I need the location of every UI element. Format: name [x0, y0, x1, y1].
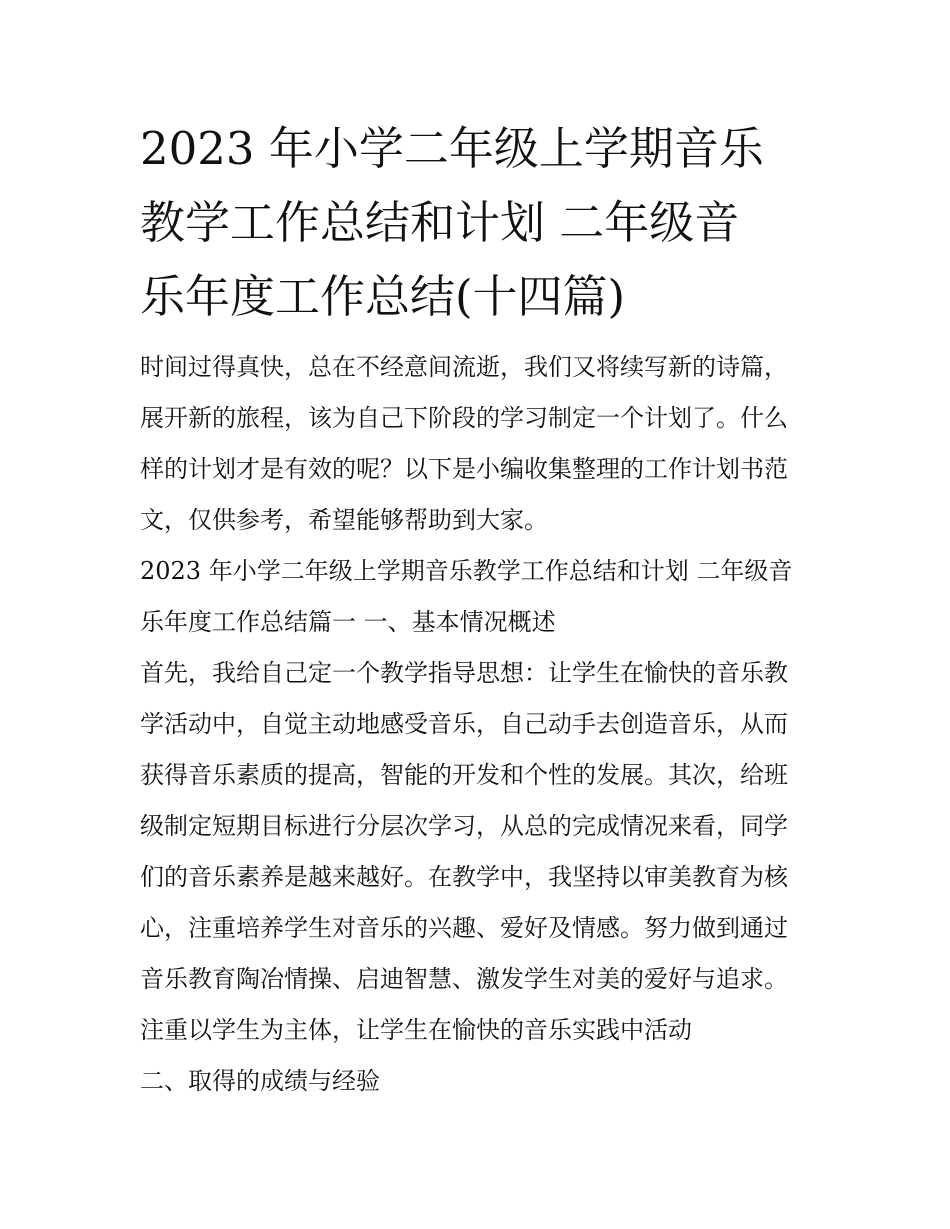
body-line-7: 音乐教育陶冶情操、启迪智慧、激发学生对美的爱好与追求。: [140, 965, 788, 993]
body-line-3: 获得音乐素质的提高，智能的开发和个性的发展。其次，给班: [140, 761, 788, 789]
section-heading-text: 二、取得的成绩与经验: [140, 1067, 380, 1095]
intro-line-4: 文，仅供参考，希望能够帮助到大家。: [140, 506, 548, 534]
subtitle-paragraph: [140, 546, 812, 648]
body-line-1: 首先，我给自己定一个教学指导思想：让学生在愉快的音乐教: [140, 659, 788, 687]
body-line-5: 们的音乐素养是越来越好。在教学中，我坚持以审美教育为核: [140, 863, 788, 891]
body-line-8: 注重以学生为主体，让学生在愉快的音乐实践中活动: [140, 1016, 692, 1044]
title-line-2: 教学工作总结和计划 二年级音: [140, 196, 740, 249]
title-line-3: 乐年度工作总结(十四篇): [140, 270, 626, 323]
intro-line-3: 样的计划才是有效的呢？以下是小编收集整理的工作计划书范: [140, 455, 788, 483]
subtitle-line-2: 乐年度工作总结篇一 一、基本情况概述: [140, 608, 556, 636]
body-line-4: 级制定短期目标进行分层次学习，从总的完成情况来看，同学: [140, 812, 788, 840]
body-paragraph: [140, 648, 812, 1056]
body-line-6: 心，注重培养学生对音乐的兴趣、爱好及情感。努力做到通过: [140, 914, 788, 942]
document-title: [140, 112, 812, 334]
document-page: [140, 112, 812, 1107]
body-line-2: 学活动中，自觉主动地感受音乐，自己动手去创造音乐，从而: [140, 710, 788, 738]
section-heading: [140, 1056, 812, 1107]
intro-line-1: 时间过得真快，总在不经意间流逝，我们又将续写新的诗篇，: [140, 353, 788, 381]
intro-paragraph: [140, 342, 812, 546]
subtitle-line-1: 2023 年小学二年级上学期音乐教学工作总结和计划 二年级音: [140, 557, 793, 585]
intro-line-2: 展开新的旅程，该为自己下阶段的学习制定一个计划了。什么: [140, 404, 788, 432]
title-line-1: 2023 年小学二年级上学期音乐: [140, 122, 764, 175]
